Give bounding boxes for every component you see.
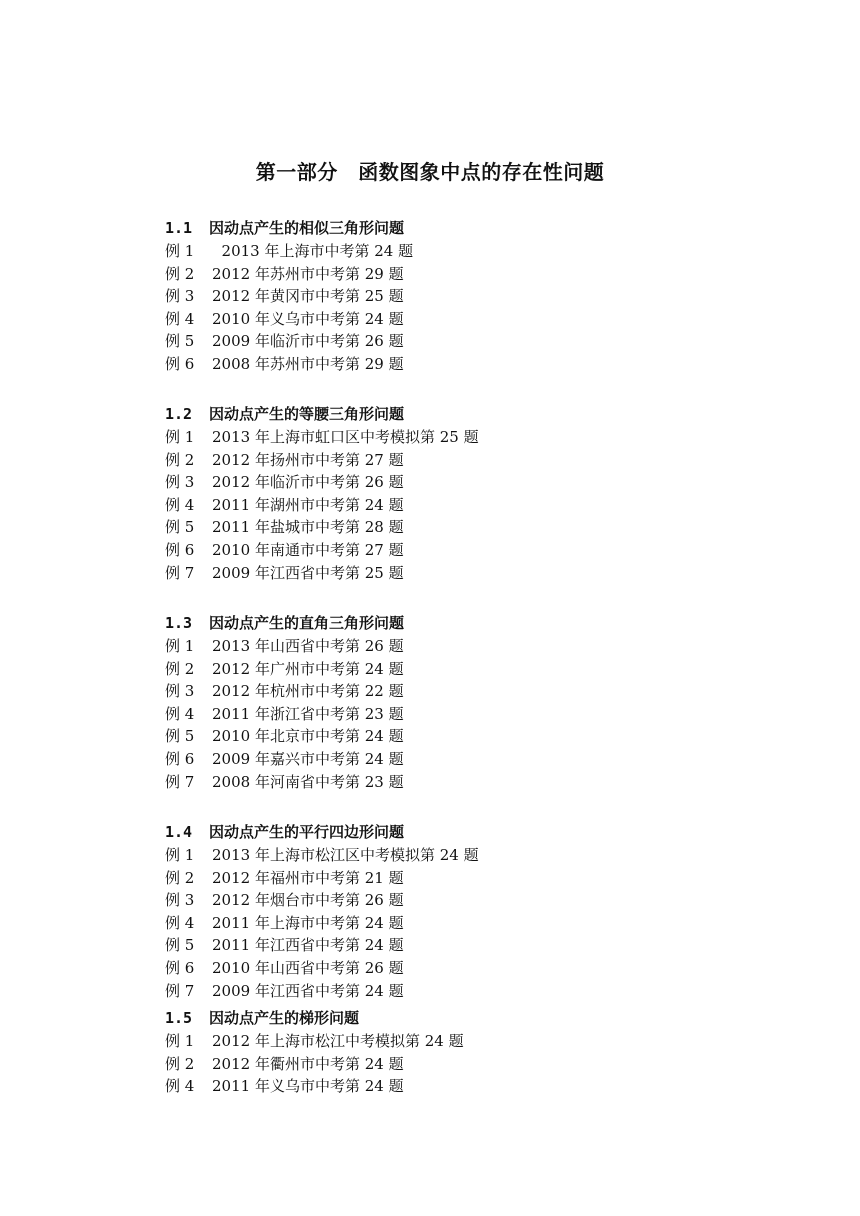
list-item [165, 353, 725, 376]
example-label: 例 5 [165, 332, 195, 351]
example-text: 2009 年江西省中考第 25 题 [212, 563, 404, 582]
example-text: 2011 年湖州市中考第 24 题 [212, 495, 404, 514]
example-text: 2010 年北京市中考第 24 题 [212, 727, 404, 746]
page-title: 第一部分 函数图象中点的存在性问题 [255, 160, 605, 184]
example-text: 2008 年苏州市中考第 29 题 [212, 354, 404, 373]
list-item [165, 449, 725, 472]
example-text: 2009 年嘉兴市中考第 24 题 [212, 749, 404, 768]
section-1-3 [165, 611, 725, 793]
section-1-5 [165, 1006, 725, 1098]
example-label: 例 6 [165, 540, 195, 559]
section-title: 因动点产生的直角三角形问题 [209, 614, 405, 632]
example-label: 例 6 [165, 958, 195, 977]
list-item [165, 725, 725, 748]
list-item [165, 680, 725, 703]
list-item [165, 703, 725, 726]
section-title: 因动点产生的梯形问题 [209, 1009, 360, 1027]
example-text: 2012 年杭州市中考第 22 题 [212, 682, 404, 701]
list-item [165, 308, 725, 331]
list-item [165, 771, 725, 794]
example-text: 2012 年临沂市中考第 26 题 [212, 473, 404, 492]
list-item [165, 539, 725, 562]
list-item [165, 1053, 725, 1076]
example-text: 2008 年河南省中考第 23 题 [212, 772, 404, 791]
example-label: 例 4 [165, 704, 195, 723]
list-item [165, 516, 725, 539]
example-label: 例 6 [165, 749, 195, 768]
list-item [165, 867, 725, 890]
example-text: 2012 年烟台市中考第 26 题 [212, 891, 404, 910]
section-title: 因动点产生的平行四边形问题 [209, 823, 405, 841]
list-item [165, 471, 725, 494]
example-text: 2011 年上海市中考第 24 题 [212, 913, 404, 932]
example-label: 例 1 [165, 1032, 195, 1050]
example-label: 例 3 [165, 473, 195, 492]
example-text: 2009 年临沂市中考第 26 题 [212, 332, 404, 351]
list-item [165, 980, 725, 1003]
list-item [165, 844, 725, 867]
example-label: 例 6 [165, 354, 195, 373]
example-label: 例 4 [165, 309, 195, 328]
list-item [165, 912, 725, 935]
example-label: 例 5 [165, 727, 195, 746]
list-item [165, 330, 725, 353]
list-item [165, 285, 725, 308]
list-item [165, 426, 725, 449]
section-number: 1.1 [165, 219, 193, 237]
example-text: 2012 年福州市中考第 21 题 [212, 868, 404, 887]
example-text: 2012 年上海市松江中考模拟第 24 题 [212, 1032, 464, 1050]
section-1-1 [165, 216, 725, 376]
example-label: 例 1 [165, 637, 195, 655]
example-label: 例 2 [165, 450, 195, 469]
example-label: 例 7 [165, 981, 195, 1000]
list-item [165, 240, 725, 263]
example-label: 例 1 [165, 846, 195, 864]
list-item [165, 658, 725, 681]
example-text: 2013 年上海市虹口区中考模拟第 25 题 [212, 428, 479, 446]
section-title: 因动点产生的等腰三角形问题 [209, 405, 405, 423]
example-text: 2013 年上海市松江区中考模拟第 24 题 [212, 846, 479, 864]
example-text: 2012 年扬州市中考第 27 题 [212, 450, 404, 469]
list-item [165, 635, 725, 658]
example-label: 例 4 [165, 1077, 195, 1096]
list-item [165, 263, 725, 286]
example-label: 例 5 [165, 936, 195, 955]
example-label: 例 5 [165, 518, 195, 537]
list-item [165, 889, 725, 912]
example-text: 2012 年黄冈市中考第 25 题 [212, 287, 404, 306]
list-item [165, 957, 725, 980]
list-item [165, 934, 725, 957]
example-text: 2011 年义乌市中考第 24 题 [212, 1077, 404, 1096]
example-text: 2010 年山西省中考第 26 题 [212, 958, 404, 977]
example-text: 2013 年上海市中考第 24 题 [212, 242, 414, 260]
section-number: 1.3 [165, 614, 193, 632]
example-text: 2012 年衢州市中考第 24 题 [212, 1054, 404, 1073]
example-text: 2012 年苏州市中考第 29 题 [212, 264, 404, 283]
example-label: 例 1 [165, 428, 195, 446]
section-1-2 [165, 402, 725, 584]
section-1-4 [165, 820, 725, 1002]
section-heading [165, 216, 725, 240]
list-item [165, 494, 725, 517]
example-label: 例 3 [165, 682, 195, 701]
example-text: 2012 年广州市中考第 24 题 [212, 659, 404, 678]
list-item [165, 1075, 725, 1098]
list-item [165, 562, 725, 585]
example-label: 例 3 [165, 891, 195, 910]
section-title: 因动点产生的相似三角形问题 [209, 219, 405, 237]
section-heading [165, 1006, 725, 1030]
section-heading [165, 402, 725, 426]
example-text: 2011 年江西省中考第 24 题 [212, 936, 404, 955]
example-label: 例 4 [165, 495, 195, 514]
example-label: 例 7 [165, 772, 195, 791]
section-number: 1.4 [165, 823, 193, 841]
section-number: 1.5 [165, 1009, 193, 1027]
example-text: 2010 年义乌市中考第 24 题 [212, 309, 404, 328]
example-label: 例 4 [165, 913, 195, 932]
list-item [165, 1030, 725, 1053]
section-heading [165, 820, 725, 844]
example-label: 例 2 [165, 1054, 195, 1073]
example-label: 例 3 [165, 287, 195, 306]
section-number: 1.2 [165, 405, 193, 423]
example-text: 2013 年山西省中考第 26 题 [212, 637, 404, 655]
example-text: 2010 年南通市中考第 27 题 [212, 540, 404, 559]
example-label: 例 2 [165, 659, 195, 678]
example-label: 例 2 [165, 868, 195, 887]
example-text: 2011 年盐城市中考第 28 题 [212, 518, 404, 537]
example-text: 2009 年江西省中考第 24 题 [212, 981, 404, 1000]
list-item [165, 748, 725, 771]
example-text: 2011 年浙江省中考第 23 题 [212, 704, 404, 723]
example-label: 例 2 [165, 264, 195, 283]
section-heading [165, 611, 725, 635]
example-label: 例 1 [165, 242, 195, 260]
example-label: 例 7 [165, 563, 195, 582]
